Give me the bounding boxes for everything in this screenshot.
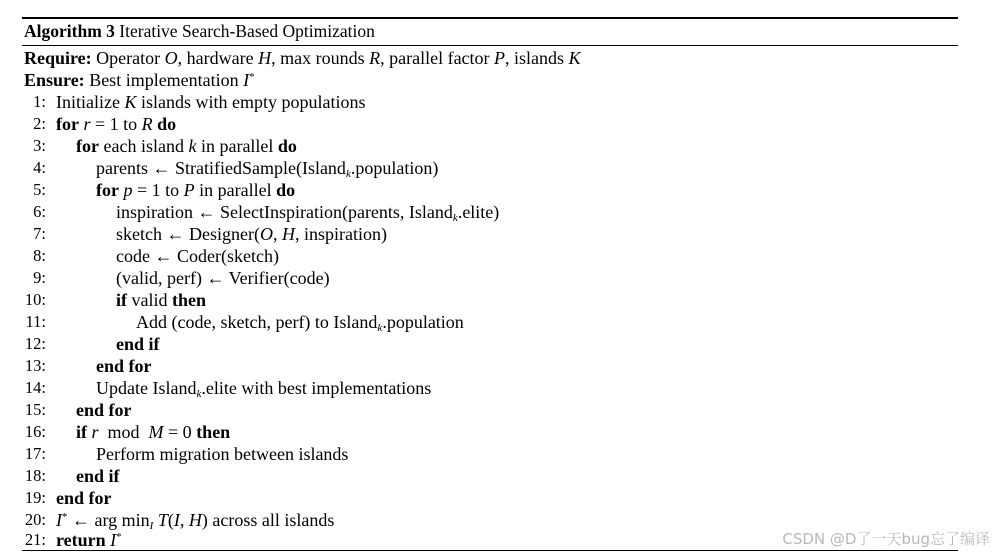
line-number: 12:	[24, 334, 46, 353]
line-number: 9:	[33, 268, 46, 287]
line-number: 1:	[33, 92, 46, 111]
line-number: 18:	[24, 466, 46, 485]
top-rule	[22, 17, 958, 19]
algorithm-name: Iterative Search-Based Optimization	[119, 21, 375, 41]
line-number: 17:	[24, 444, 46, 463]
line-number: 20:	[24, 510, 46, 529]
line-number: 7:	[33, 224, 46, 243]
algorithm-label: Algorithm 3	[24, 21, 115, 41]
csdn-watermark: CSDN @D了一天bug忘了编译	[782, 530, 990, 548]
line-number: 19:	[24, 488, 46, 507]
bottom-rule	[22, 550, 958, 551]
line-number: 14:	[24, 378, 46, 397]
line-number: 6:	[33, 202, 46, 221]
line-number: 15:	[24, 400, 46, 419]
line-number: 11:	[25, 312, 46, 331]
ensure-keyword: Ensure:	[24, 70, 85, 90]
line-number: 5:	[33, 180, 46, 199]
line-number: 2:	[33, 114, 46, 133]
title-rule	[22, 45, 958, 46]
line-number: 3:	[33, 136, 46, 155]
line-number: 10:	[24, 290, 46, 309]
line-number: 8:	[33, 246, 46, 265]
line-number: 21:	[24, 530, 46, 549]
algorithm-title	[24, 20, 375, 42]
require-keyword: Require:	[24, 48, 92, 68]
line-number: 13:	[24, 356, 46, 375]
line-number: 16:	[24, 422, 46, 441]
line-number: 4:	[33, 158, 46, 177]
